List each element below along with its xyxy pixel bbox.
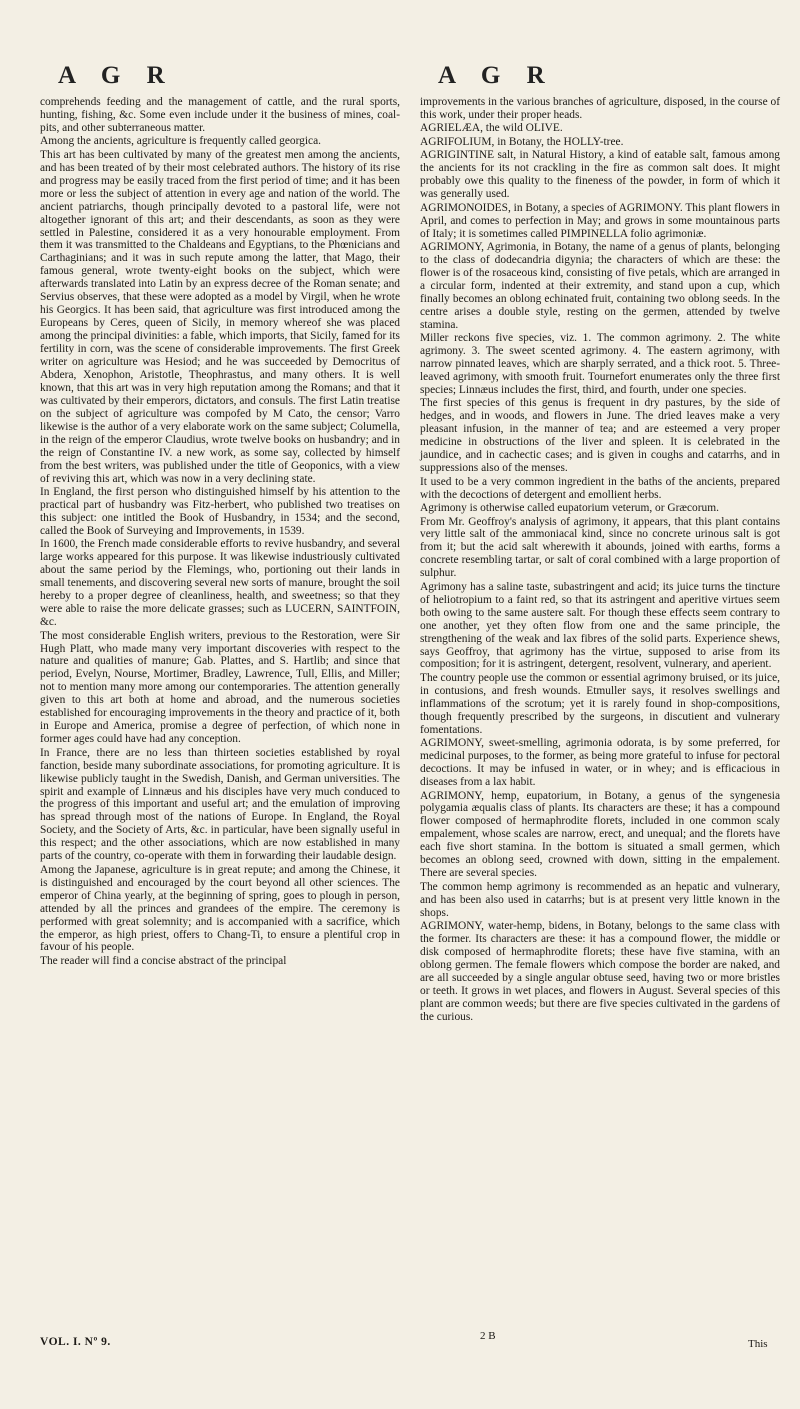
running-head-right: A G R	[438, 62, 555, 89]
right-column	[420, 96, 780, 1024]
left-column	[40, 96, 400, 968]
paragraph: The most considerable English writers, previous to the Restoration, were Sir Hugh Platt, who made many very important discoveries with respect to the nature and qualities of manure; Gab. Plattes, and S. Hartlib; and since that period, Evelyn, Nourse, Mortimer, Bradley, Lawrence, Tull, Ellis, and Miller; not to mention many more among our contemporaries. The attention generally given to this art both at home and abroad, and the numerous societies established for encouraging improvements in the theory and practice of it, both in Europe and America, promise a degree of perfection, of which none in former ages could have had any conception.	[40, 629, 400, 746]
paragraph: Agrimony has a saline taste, subastringent and acid; its juice turns the tincture of heliotropium to a faint red, so that its astringent and aperitive virtues seem both owing to the same austere salt. For though these effects seem contrary to one another, yet they often flow from one and the same principle, the strengthening of the weak and lax fibres of the solid parts. Experience shews, says Geoffroy, that agrimony has the virtue, supposed to arise from its composition; for it is astringent, detergent, resolvent, vulnerary, and aperient.	[420, 580, 780, 671]
paragraph: It used to be a very common ingredient in the baths of the ancients, prepared with the decoctions of detergent and emollient herbs.	[420, 475, 780, 501]
entry: AGRIMONOIDES, in Botany, a species of AGRIMONY. This plant flowers in April, and comes to perfection in May; and grows in some mountainous parts of Italy; it is sometimes called PIMPINELLA folio agrimoniæ.	[420, 201, 780, 240]
paragraph: Among the ancients, agriculture is frequently called georgica.	[40, 135, 321, 148]
paragraph: In England, the first person who distinguished himself by his attention to the practical part of husbandry was Fitz-herbert, who published two treatises on this subject: one intitled the Book of Husbandry, in 1534; and the second, called the Book of Surveying and Improvements, in 1539.	[40, 486, 400, 537]
paragraph: Among the Japanese, agriculture is in great repute; and among the Chinese, it is distinguished and encouraged by the court beyond all other sciences. The emperor of China yearly, at the beginning of spring, goes to plough in person, attended by all the princes and grandees of the empire. The ceremony is performed with great solemnity; and is accompanied with a sacrifice, which the emperor, as high priest, offers to Chang-Ti, to ensure a plentiful crop in favour of his people.	[40, 863, 400, 954]
paragraph: This art has been cultivated by many of the greatest men among the ancients, and has been treated of by their most celebrated authors. The history of its rise and progress may be easily traced from the first period of time; and it has been more or less the subject of attention in every age and nation of the world. The ancient patriarchs, though principally devoted to a pastoral life, were not altogether ignorant of this art; and their descendants, as soon as they were settled in Palestine, considered it as a very honourable employment. From them it was transmitted to the Chaldeans and Egyptians, to the Phœnicians and Carthaginians; and it was in such repute among the latter, that Mago, their famous general, wrote twenty-eight books on the subject, which were afterwards translated into Latin by an express decree of the Roman senate; and Servius observes, that these were adopted as a model by Virgil, when he wrote his Georgics. It has been said, that agriculture was first introduced among the Europeans by Ceres, queen of Sicily, in memory whereof she was placed among the principal divinities: a fable, which imports, that Sicily, famed for its fertility in corn, was the scene of considerable improvements. The first Greek writer on agriculture was Hesiod; and he was succeeded by Democritus of Abdera, Xenophon, Aristotle, Theophrastus, and many others. It is well known, that this art was in very high reputation among the Romans; and that it was cultivated by their emperors, dictators, and consuls. The first Latin treatise on the subject of agriculture was compofed by M Cato, the censor; Varro likewise is the author of a very elaborate work on the same subject; Columella, in the reign of the emperor Claudius, wrote twelve books on husbandry; and in the reign of Constantine IV. a new work, as some say, collected by himself from the best writers, was published under the title of Geoponics, with a view of reviving this art, which was now in a very declining state.	[40, 148, 400, 485]
entry: AGRIMONY, hemp, eupatorium, in Botany, a genus of the syngenesia polygamia æqualis class of plants. Its characters are these; it has a compound flower composed of hermaphrodite florets, included in one common scaly empalement, whose scales are narrow, erect, and unequal; and the florets have each five short stamina. In the bottom is situated a small germen, which becomes an oblong seed, crowned with down, sitting in the empalement. There are several species.	[420, 789, 780, 880]
catchword: This	[748, 1338, 768, 1350]
paragraph: Agrimony is otherwise called eupatorium veterum, or Græcorum.	[420, 502, 719, 515]
paragraph: improvements in the various branches of agriculture, disposed, in the course of this work, under their proper heads.	[420, 96, 780, 121]
paragraph: From Mr. Geoffroy's analysis of agrimony, it appears, that this plant contains very little salt of the ammoniacal kind, since no concrete urinous salt is got from it; but the acid salt wherewith it abounds, joined with earths, forms a concrete resembling tartar, or salt of coral combined with a large proportion of sulphur.	[420, 515, 780, 580]
entry: AGRIFOLIUM, in Botany, the HOLLY-tree.	[420, 135, 624, 148]
entry: AGRIMONY, Agrimonia, in Botany, the name of a genus of plants, belonging to the class of dodecandria digynia; the characters of which are these: the flower is of the rosaceous kind, consisting of five petals, which are arranged in a circular form, indented at their extremity, and stand upon a cup, which finally becomes an oblong echinated fruit, containing two oblong seeds. In the centre arises a double style, resting on the germen, attended by twelve stamina.	[420, 240, 780, 331]
entry: AGRIMONY, water-hemp, bidens, in Botany, belongs to the same class with the former. Its characters are these: it has a compound flower, the middle or disk composed of hermaphrodite florets; these have five stamina, with an oblong germen. The female flowers which compose the border are naked, and are all succeeded by a single angular obtuse seed, having two or more bristles or teeth. It grows in wet places, and flowers in August. Several species of this plant are common weeds; but there are five species cultivated in the gardens of the curious.	[420, 920, 780, 1023]
paragraph: The reader will find a concise abstract of the principal	[40, 954, 287, 967]
running-head-left: A G R	[58, 62, 175, 89]
paragraph: Miller reckons five species, viz. 1. The common agrimony. 2. The white agrimony. 3. The sweet scented agrimony. 4. The eastern agrimony, with narrow pinnated leaves, which are sharply serrated, and a thick root. 5. Three-leaved agrimony, with smooth fruit. Tournefort enumerates only the three first species; Linnæus includes the first, third, and fourth, under one species.	[420, 332, 780, 396]
entry: AGRIMONY, sweet-smelling, agrimonia odorata, is by some preferred, for medicinal purposes, to the former, as being more grateful to infuse for pectoral decoctions. It may be infused in water, or in whey; and is efficacious in diseases from a lax habit.	[420, 737, 780, 789]
paragraph: The first species of this genus is frequent in dry pastures, by the side of hedges, and in woods, and flowers in June. The dried leaves make a very pleasant infusion, in the manner of tea; and are esteemed a very proper medicine in obstructions of the liver and spleen. It is celebrated in the jaundice, and in cachectic cases; and is given in coughs and catarrhs, and in suppressions also of the menses.	[420, 397, 780, 475]
paragraph: The common hemp agrimony is recommended as an hepatic and vulnerary, and has been also used in catarrhs; but is at present very little known in the shops.	[420, 880, 780, 919]
entry: AGRIGINTINE salt, in Natural History, a kind of eatable salt, famous among the ancients for its not crackling in the fire as common salt does. It might probably owe this quality to the fineness of the powder, in form of which it was generally used.	[420, 149, 780, 201]
paragraph: In France, there are no less than thirteen societies established by royal fanction, beside many subordinate associations, for promoting agriculture. It is likewise publicly taught in the Swedish, Danish, and German universities. The spirit and example of Linnæus and his disciples have very much conduced to the progress of this important and useful art; and the emulation of improving has spread through most of the nations of Europe. In England, the Royal Society, and the Society of Arts, &c. in particular, have been signally useful in this respect; and the other associations, which are now established in many parts of the country, co-operate with them in forwarding their laudable design.	[40, 746, 400, 863]
paragraph: In 1600, the French made considerable efforts to revive husbandry, and several large works appeared for this purpose. It was likewise industriously cultivated about the same period by the Flemings, who, portioning out their lands in small tenements, and discovering several new sorts of manure, brought the soil hereby to a proper degree of cleanliness, health, and sweetness; so that they were able to raise the more delicate grasses; such as LUCERN, SAINTFOIN, &c.	[40, 538, 400, 629]
volume-number: VOL. I. Nº 9.	[40, 1336, 111, 1348]
signature-mark: 2 B	[480, 1330, 496, 1342]
entry: AGRIELÆA, the wild OLIVE.	[420, 122, 563, 135]
paragraph: The country people use the common or essential agrimony bruised, or its juice, in contusions, and fresh wounds. Etmuller says, it resolves swellings and inflammations of the scrotum; yet it is rarely found in shop-compositions, though frequently prescribed by the surgeons, in discutient and vulnerary fomentations.	[420, 671, 780, 736]
paragraph: comprehends feeding and the management of cattle, and the rural sports, hunting, fishing, &c. Some even include under it the business of mines, coal-pits, and other subterraneous matter.	[40, 96, 400, 134]
